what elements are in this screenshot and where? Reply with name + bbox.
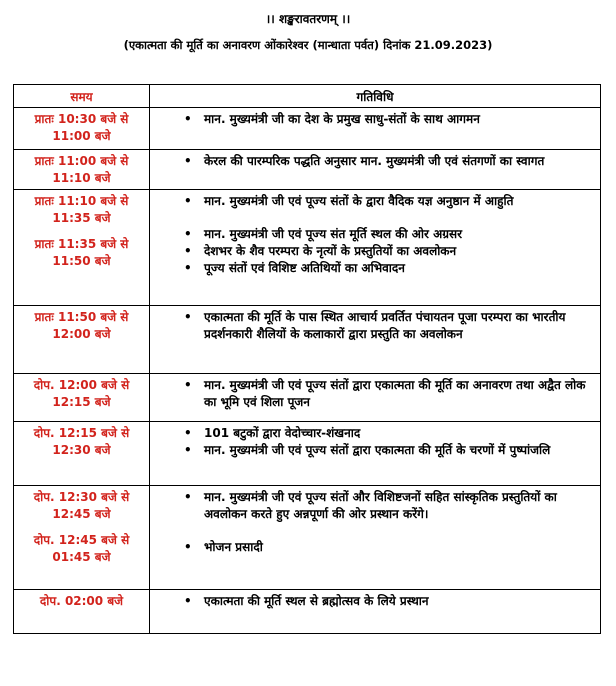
table-row <box>14 108 601 150</box>
time-slot: दोप. 12:30 बजे से 12:45 बजे <box>33 490 130 521</box>
activity-item: • एकात्मता की मूर्ति स्थल से ब्रह्मोत्सव के लिये प्रस्थान <box>150 593 592 610</box>
time-cell <box>14 590 150 634</box>
activity-item: • मान. मुख्यमंत्री जी एवं पूज्य संतों द्वारा एकात्मता की मूर्ति का अनावरण तथा अद्वैत लोक का भूमि एवं शिला पूजन <box>150 377 592 411</box>
activity-list <box>150 108 600 130</box>
time-cell <box>14 150 150 190</box>
time-slot: प्रातः 11:10 बजे से 11:35 बजे <box>34 194 129 225</box>
activity-cell <box>150 150 601 190</box>
table-row <box>14 422 601 486</box>
activity-item: • एकात्मता की मूर्ति के पास स्थित आचार्य प्रवर्तित पंचायतन पूजा परम्परा का भारतीय प्रदर्शनकारी शैलियों के कलाकारों द्वारा प्रस्तुति का अवलोकन <box>150 309 592 343</box>
table-header-row <box>14 85 601 108</box>
activity-cell <box>150 306 601 374</box>
time-cell <box>14 306 150 374</box>
activity-list <box>150 150 600 172</box>
activity-item: • देशभर के शैव परम्परा के नृत्यों के प्रस्तुतियों का अवलोकन <box>150 243 592 260</box>
document-subtitle: (एकात्मता की मूर्ति का अनावरण ओंकारेश्वर (मान्धाता पर्वत) दिनांक 21.09.2023) <box>123 38 493 52</box>
activity-cell <box>150 108 601 150</box>
column-header-activity: गतिविधि <box>150 85 601 108</box>
activity-list <box>150 486 600 525</box>
table-row <box>14 590 601 634</box>
table-row <box>14 306 601 374</box>
activity-list <box>150 374 600 413</box>
time-cell <box>14 190 150 306</box>
activity-list <box>150 212 600 279</box>
time-slot: प्रातः 11:00 बजे से 11:10 बजे <box>34 154 129 185</box>
time-slot: प्रातः 10:30 बजे से 11:00 बजे <box>34 112 129 143</box>
activity-list <box>150 190 600 212</box>
time-cell <box>14 108 150 150</box>
activity-item: • भोजन प्रसादी <box>150 539 592 556</box>
time-cell <box>14 374 150 422</box>
activity-item: • मान. मुख्यमंत्री जी एवं पूज्य संतों द्वारा एकात्मता की मूर्ति के चरणों में पुष्पांजलि <box>150 442 592 459</box>
activity-list <box>150 590 600 612</box>
table-row <box>14 374 601 422</box>
time-slot: दोप. 12:00 बजे से 12:15 बजे <box>33 378 130 409</box>
activity-item: • मान. मुख्यमंत्री जी एवं पूज्य संत मूर्ति स्थल की ओर अग्रसर <box>150 226 592 243</box>
activity-cell <box>150 190 601 306</box>
time-cell <box>14 486 150 590</box>
activity-item: • केरल की पारम्परिक पद्धति अनुसार मान. मुख्यमंत्री जी एवं संतगणों का स्वागत <box>150 153 592 170</box>
activity-cell <box>150 422 601 486</box>
activity-item: • 101 बटुकों द्वारा वेदोच्चार-शंखनाद <box>150 425 592 442</box>
activity-list <box>150 525 600 558</box>
activity-item: • मान. मुख्यमंत्री जी एवं पूज्य संतों और विशिष्टजनों सहित सांस्कृतिक प्रस्तुतियों का अवलोकन करते हुए अन्नपूर्णा की ओर प्रस्थान करेंगे। <box>150 489 592 523</box>
time-slot: दोप. 12:45 बजे से 01:45 बजे <box>33 533 130 564</box>
schedule-table <box>13 84 601 634</box>
activity-item: • मान. मुख्यमंत्री जी का देश के प्रमुख साधु-संतों के साथ आगमन <box>150 111 592 128</box>
time-slot: प्रातः 11:35 बजे से 11:50 बजे <box>34 237 129 268</box>
schedule-body <box>14 108 601 634</box>
activity-item: • पूज्य संतों एवं विशिष्ट अतिथियों का अभिवादन <box>150 260 592 277</box>
activity-list <box>150 422 600 461</box>
activity-list <box>150 306 600 345</box>
activity-cell <box>150 374 601 422</box>
time-cell <box>14 422 150 486</box>
activity-cell <box>150 590 601 634</box>
document-title: ।। शङ्खरावतरणम् ।। <box>265 12 351 26</box>
activity-cell <box>150 486 601 590</box>
activity-item: • मान. मुख्यमंत्री जी एवं पूज्य संतों के द्वारा वैदिक यज्ञ अनुष्ठान में आहुति <box>150 193 592 210</box>
time-slot: दोप. 02:00 बजे <box>39 594 124 608</box>
time-slot: प्रातः 11:50 बजे से 12:00 बजे <box>34 310 129 341</box>
table-row <box>14 150 601 190</box>
column-header-time: समय <box>14 85 150 108</box>
table-row <box>14 190 601 306</box>
table-row <box>14 486 601 590</box>
time-slot: दोप. 12:15 बजे से 12:30 बजे <box>33 426 130 457</box>
